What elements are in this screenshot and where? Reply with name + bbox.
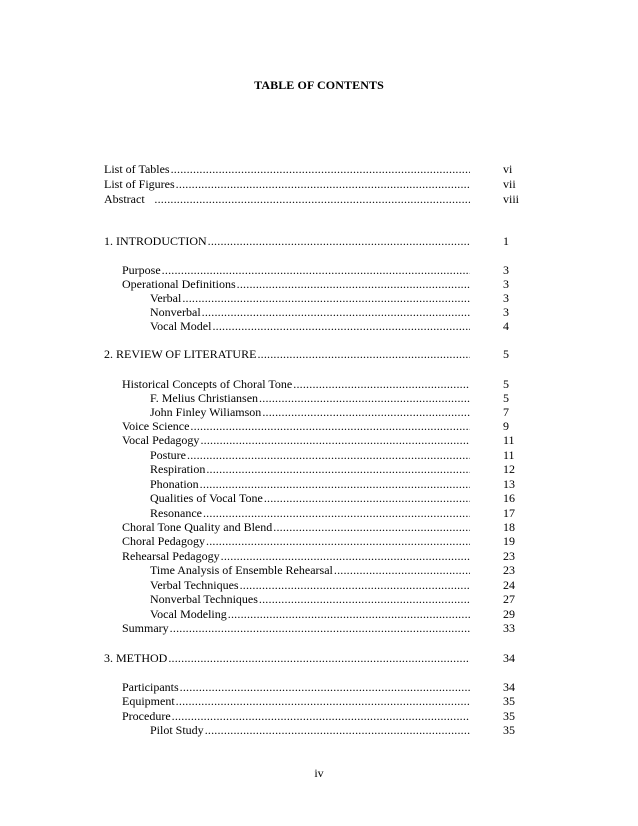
- toc-page-number: 34: [503, 651, 515, 665]
- toc-entry-qualities-of-vocal-tone[interactable]: [0, 491, 638, 506]
- toc-page-number: 3: [503, 277, 509, 291]
- dot-leader: [168, 651, 470, 666]
- toc-page-number: 5: [503, 377, 509, 391]
- dot-leader: [206, 462, 470, 477]
- toc-page-number: 23: [503, 563, 515, 577]
- toc-entry-method[interactable]: [0, 651, 638, 666]
- toc-entry-label: 1. INTRODUCTION: [104, 234, 207, 248]
- toc-entry-choral-pedagogy[interactable]: [0, 534, 638, 549]
- toc-entry-label: Choral Pedagogy: [122, 534, 205, 548]
- dot-leader: [200, 433, 470, 448]
- toc-entry-label: Abstract: [104, 192, 145, 206]
- dot-leader: [190, 419, 470, 434]
- dot-leader: [162, 263, 470, 278]
- dot-leader: [208, 234, 470, 249]
- toc-page-number: 5: [503, 391, 509, 405]
- toc-page-number: 3: [503, 263, 509, 277]
- toc-entry-verbal-techniques[interactable]: [0, 578, 638, 593]
- toc-entry-label: Participants: [122, 680, 179, 694]
- toc-entry-christiansen[interactable]: [0, 391, 638, 406]
- toc-page-number: 5: [503, 347, 509, 361]
- toc-page-number: 3: [503, 305, 509, 319]
- toc-entry-label: Nonverbal Techniques: [150, 592, 258, 606]
- toc-entry-procedure[interactable]: [0, 709, 638, 724]
- dot-leader: [187, 448, 470, 463]
- dot-leader: [259, 391, 470, 406]
- toc-entry-abstract[interactable]: [0, 192, 638, 207]
- toc-entry-label: 3. METHOD: [104, 651, 168, 665]
- toc-entry-label: Posture: [150, 448, 186, 462]
- toc-entry-rehearsal-pedagogy[interactable]: [0, 549, 638, 564]
- toc-page-number: 11: [503, 433, 515, 447]
- toc-entry-label: Vocal Pedagogy: [122, 433, 200, 447]
- toc-entry-label: John Finley Wiliamson: [150, 405, 262, 419]
- toc-entry-respiration[interactable]: [0, 462, 638, 477]
- toc-entry-nonverbal-techniques[interactable]: [0, 592, 638, 607]
- dot-leader: [293, 377, 470, 392]
- toc-entry-pilot-study[interactable]: [0, 723, 638, 738]
- toc-entry-historical-concepts[interactable]: [0, 377, 638, 392]
- toc-page-number: 24: [503, 578, 515, 592]
- toc-entry-purpose[interactable]: [0, 263, 638, 278]
- toc-entry-label: Verbal: [150, 291, 182, 305]
- toc-entry-label: Vocal Model: [150, 319, 212, 333]
- dot-leader: [240, 578, 470, 593]
- toc-entry-label: 2. REVIEW OF LITERATURE: [104, 347, 257, 361]
- dot-leader: [170, 621, 470, 636]
- toc-entry-label: Equipment: [122, 694, 175, 708]
- toc-entry-label: Verbal Techniques: [150, 578, 239, 592]
- toc-entry-label: Rehearsal Pedagogy: [122, 549, 220, 563]
- toc-entry-resonance[interactable]: [0, 506, 638, 521]
- toc-entry-voice-science[interactable]: [0, 419, 638, 434]
- toc-entry-list-of-figures[interactable]: [0, 177, 638, 192]
- toc-entry-list-of-tables[interactable]: [0, 162, 638, 177]
- toc-page-number: 29: [503, 607, 515, 621]
- toc-entry-phonation[interactable]: [0, 477, 638, 492]
- toc-page-number: 9: [503, 419, 509, 433]
- dot-leader: [206, 534, 470, 549]
- dot-leader: [176, 177, 470, 192]
- toc-page-number: 35: [503, 694, 515, 708]
- toc-entry-label: Voice Science: [122, 419, 190, 433]
- toc-entry-williamson[interactable]: [0, 405, 638, 420]
- dot-leader: [205, 723, 470, 738]
- toc-page-number: vii: [503, 177, 516, 191]
- toc-page-number: 12: [503, 462, 515, 476]
- page-number-footer: iv: [314, 766, 324, 780]
- dot-leader: [172, 709, 470, 724]
- toc-entry-label: Nonverbal: [150, 305, 201, 319]
- toc-entry-label: Time Analysis of Ensemble Rehearsal: [150, 563, 333, 577]
- dot-leader: [259, 592, 470, 607]
- page-title: TABLE OF CONTENTS: [254, 78, 384, 92]
- dot-leader: [180, 680, 470, 695]
- toc-entry-label: Choral Tone Quality and Blend: [122, 520, 273, 534]
- toc-entry-label: Summary: [122, 621, 169, 635]
- dot-leader: [273, 520, 470, 535]
- toc-page-number: 3: [503, 291, 509, 305]
- toc-page-number: 34: [503, 680, 515, 694]
- dot-leader: [182, 291, 470, 306]
- dot-leader: [202, 305, 470, 320]
- toc-page-number: vi: [503, 162, 513, 176]
- toc-entry-label: Qualities of Vocal Tone: [150, 491, 263, 505]
- toc-page-number: 35: [503, 723, 515, 737]
- toc-entry-label: Phonation: [150, 477, 199, 491]
- toc-page-number: 16: [503, 491, 515, 505]
- toc-page-number: 27: [503, 592, 515, 606]
- toc-entry-posture[interactable]: [0, 448, 638, 463]
- toc-entry-label: Operational Definitions: [122, 277, 236, 291]
- toc-page-number: 7: [503, 405, 509, 419]
- dot-leader: [334, 563, 470, 578]
- dot-leader: [176, 694, 470, 709]
- toc-entry-choral-tone-quality[interactable]: [0, 520, 638, 535]
- toc-page-number: 17: [503, 506, 515, 520]
- dot-leader: [221, 549, 470, 564]
- toc-page-number: 1: [503, 234, 509, 248]
- dot-leader: [171, 162, 470, 177]
- toc-entry-operational-definitions[interactable]: [0, 277, 638, 292]
- toc-entry-vocal-modeling[interactable]: [0, 607, 638, 622]
- toc-entry-label: Vocal Modeling: [150, 607, 227, 621]
- dot-leader: [237, 277, 470, 292]
- toc-page-number: 18: [503, 520, 515, 534]
- toc-entry-label: List of Figures: [104, 177, 175, 191]
- toc-entry-introduction[interactable]: [0, 234, 638, 249]
- toc-page-number: viii: [503, 192, 520, 206]
- toc-entry-label: Pilot Study: [150, 723, 204, 737]
- dot-leader: [212, 319, 470, 334]
- dot-leader: [262, 405, 470, 420]
- toc-entry-label: Purpose: [122, 263, 161, 277]
- toc-page-number: 13: [503, 477, 515, 491]
- toc-entry-summary[interactable]: [0, 621, 638, 636]
- toc-entry-participants[interactable]: [0, 680, 638, 695]
- toc-entry-label: F. Melius Christiansen: [150, 391, 259, 405]
- dot-leader: [257, 347, 470, 362]
- toc-entry-equipment[interactable]: [0, 694, 638, 709]
- toc-entry-label: Historical Concepts of Choral Tone: [122, 377, 293, 391]
- toc-entry-verbal[interactable]: [0, 291, 638, 306]
- toc-page-number: 33: [503, 621, 515, 635]
- toc-entry-nonverbal[interactable]: [0, 305, 638, 320]
- toc-page-number: 19: [503, 534, 515, 548]
- toc-page-number: 4: [503, 319, 509, 333]
- toc-entry-review-of-literature[interactable]: [0, 347, 638, 362]
- toc-page-number: 11: [503, 448, 515, 462]
- dot-leader: [154, 192, 470, 207]
- dot-leader: [200, 477, 470, 492]
- toc-entry-label: Procedure: [122, 709, 171, 723]
- toc-entry-label: List of Tables: [104, 162, 170, 176]
- toc-entry-vocal-model[interactable]: [0, 319, 638, 334]
- toc-entry-label: Respiration: [150, 462, 206, 476]
- dot-leader: [203, 506, 470, 521]
- toc-page-number: 35: [503, 709, 515, 723]
- dot-leader: [228, 607, 470, 622]
- toc-entry-vocal-pedagogy[interactable]: [0, 433, 638, 448]
- toc-entry-label: Resonance: [150, 506, 202, 520]
- toc-page-number: 23: [503, 549, 515, 563]
- dot-leader: [264, 491, 470, 506]
- toc-entry-time-analysis[interactable]: [0, 563, 638, 578]
